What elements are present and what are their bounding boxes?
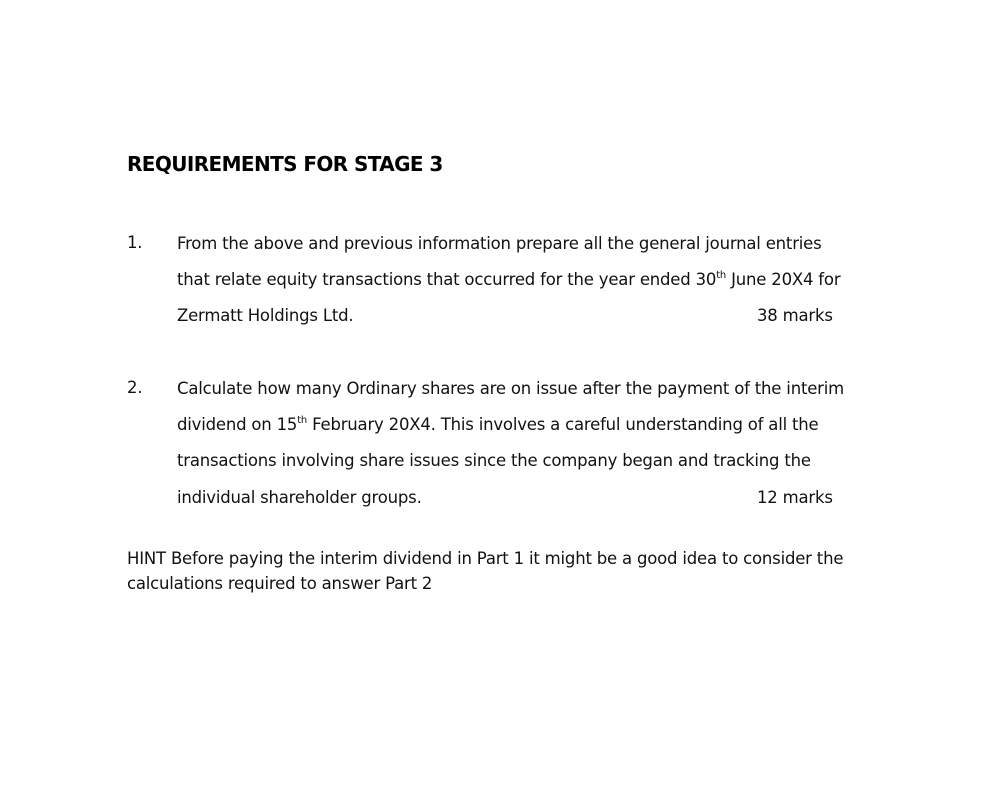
- requirement-line: [177, 414, 819, 436]
- requirement-line: [177, 450, 811, 472]
- requirement-line: [177, 378, 844, 400]
- requirement-text: transactions involving share issues since the company began and tracking the: [177, 451, 811, 470]
- requirement-text: individual shareholder groups.: [177, 488, 422, 507]
- hint-line: calculations required to answer Part 2: [127, 574, 433, 593]
- requirement-line: [177, 487, 422, 509]
- hint-line: HINT Before paying the interim dividend in Part 1 it might be a good idea to consider the: [127, 549, 844, 568]
- superscript: th: [716, 270, 727, 281]
- requirement-number: 1.: [127, 233, 143, 252]
- requirement-line: [177, 305, 353, 327]
- requirement-text: June 20X4 for: [726, 270, 841, 289]
- requirement-number: 2.: [127, 378, 143, 397]
- marks-label: 38 marks: [757, 306, 833, 325]
- marks-label: 12 marks: [757, 488, 833, 507]
- superscript: th: [297, 415, 308, 426]
- requirement-text: Calculate how many Ordinary shares are on issue after the payment of the interim: [177, 379, 845, 398]
- page-title: REQUIREMENTS FOR STAGE 3: [127, 152, 443, 176]
- requirement-line: [177, 269, 840, 291]
- requirement-text: dividend on 15: [177, 415, 298, 434]
- requirement-text: that relate equity transactions that occurred for the year ended 30: [177, 270, 717, 289]
- hint-paragraph: [127, 546, 843, 596]
- requirement-text: Zermatt Holdings Ltd.: [177, 306, 354, 325]
- requirement-text: February 20X4. This involves a careful understanding of all the: [307, 415, 819, 434]
- requirement-line: [177, 233, 822, 255]
- requirement-text: From the above and previous information prepare all the general journal entries: [177, 234, 822, 253]
